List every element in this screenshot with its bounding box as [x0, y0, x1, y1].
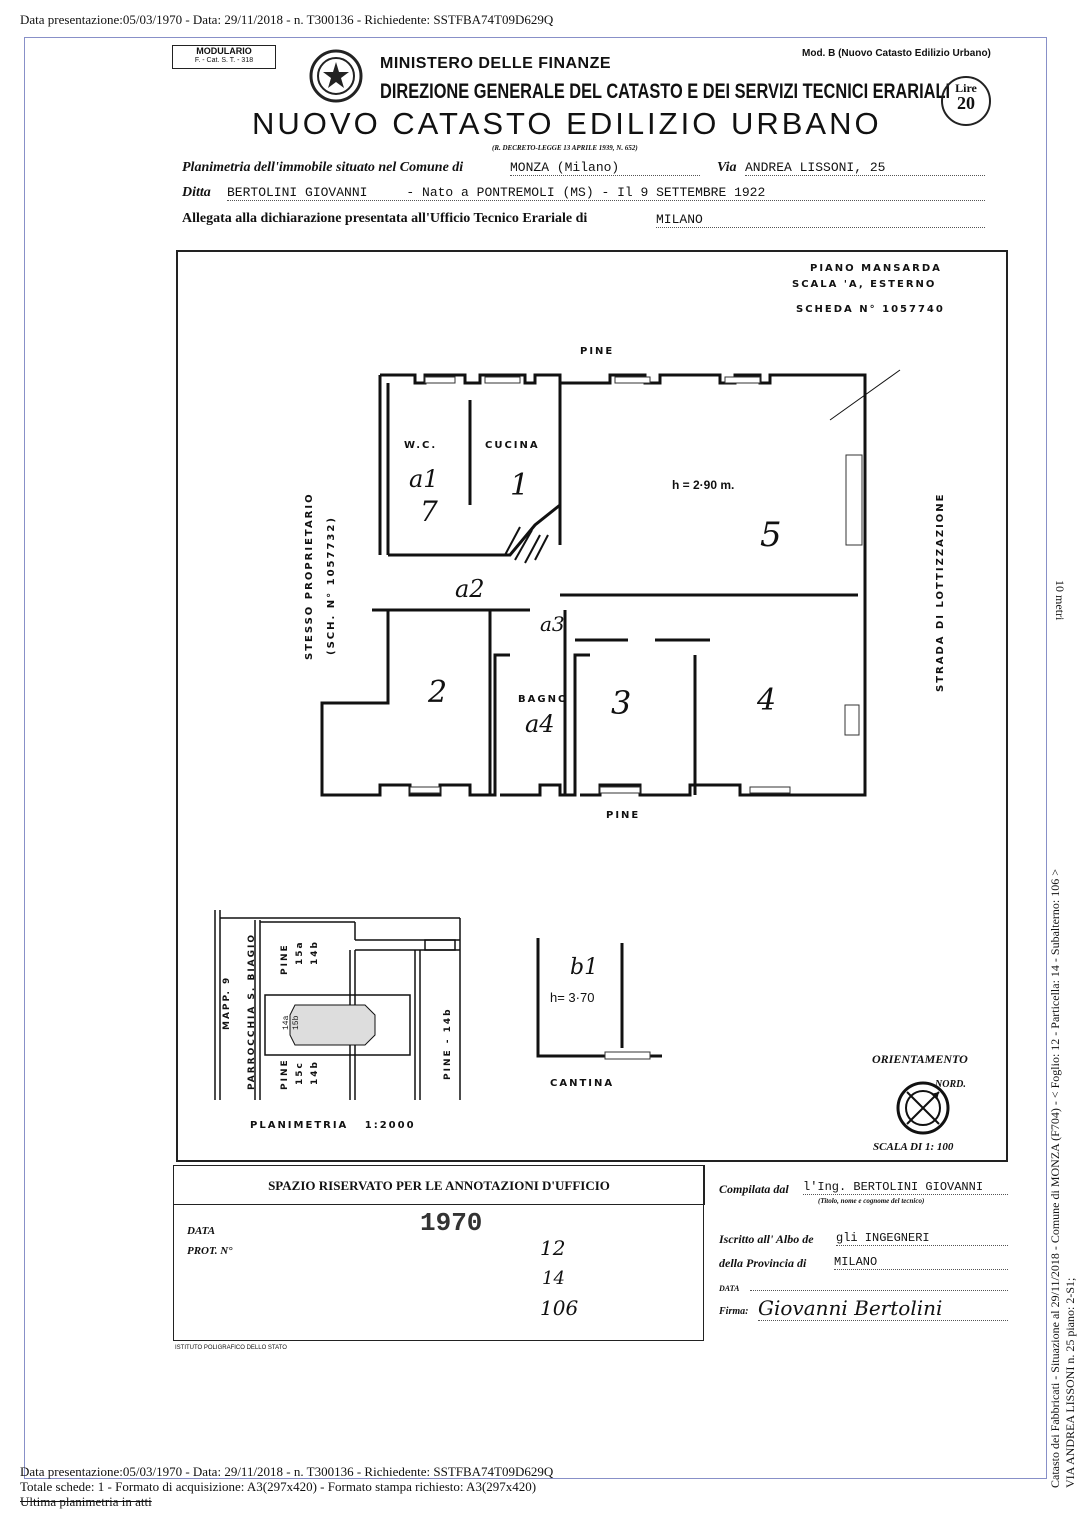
side-info-2: VIA ANDREA LISSONI n. 25 piano: 2-S1;	[1063, 1277, 1077, 1488]
room-a2-code: a2	[455, 575, 485, 603]
iscritto-field: gli INGEGNERI	[836, 1231, 1008, 1246]
left-side-1: STESSO PROPRIETARIO	[304, 492, 315, 660]
room-a3-code: a3	[540, 612, 565, 636]
site-pine1: PINE	[280, 943, 290, 975]
site-lot-1: 14a	[282, 1015, 291, 1030]
number-1: 12	[540, 1236, 566, 1260]
site-mapp: MAPP. 9	[222, 975, 232, 1030]
cantina-h: h= 3·70	[550, 990, 595, 1005]
ditta-field: BERTOLINI GIOVANNI - Nato a PONTREMOLI (MS) - Il 9 SETTEMBRE 1922	[227, 185, 985, 201]
room-cucina-num: 1	[510, 468, 530, 503]
iscritto-label: Iscritto all' Albo de	[719, 1232, 814, 1246]
nord-label: NORD.	[935, 1079, 966, 1090]
modulario-line2: F. - Cat. S. T. - 318	[194, 57, 254, 64]
site-parrocchia: PARROCCHIA S. BIAGIO	[247, 932, 257, 1090]
site-lot-2: 15b	[292, 1015, 301, 1030]
room-bagno-code: a4	[525, 710, 555, 738]
orientamento: ORIENTAMENTO	[872, 1052, 968, 1066]
stamp: 1970	[420, 1208, 483, 1238]
istituto: ISTITUTO POLIGRAFICO DELLO STATO	[175, 1345, 287, 1351]
site-pine1-num2: 14b	[310, 940, 320, 965]
room-wc-code: a1	[409, 465, 439, 493]
compilata-label: Compilata dal	[719, 1182, 789, 1196]
right-side: STRADA DI LOTTIZZAZIONE	[935, 492, 946, 692]
decreto: (R. DECRETO-LEGGE 13 APRILE 1939, N. 652)	[492, 144, 638, 152]
footer-line-2: Totale schede: 1 - Formato di acquisizione: A3(297x420) - Formato stampa richiesto: A3(297x420)	[20, 1479, 537, 1494]
data2-label: DATA	[719, 1284, 740, 1293]
emblem-icon	[306, 48, 366, 104]
plan-header-3: SCHEDA N° 1057740	[796, 304, 945, 315]
room-wc-num: 7	[420, 495, 438, 528]
comune-field: MONZA (Milano)	[510, 160, 700, 176]
main-title: NUOVO CATASTO EDILIZIO URBANO	[252, 106, 882, 141]
site-pine2: PINE	[280, 1058, 290, 1090]
provincia-field: MILANO	[834, 1255, 1008, 1270]
spazio-label: SPAZIO RISERVATO PER LE ANNOTAZIONI D'UFFICIO	[268, 1178, 610, 1193]
room-5-height: h = 2·90 m.	[672, 478, 735, 492]
left-side-2: (SCH. N° 1057732)	[326, 516, 337, 655]
provincia-label: della Provincia di	[719, 1256, 807, 1270]
pine-bottom: PINE	[606, 810, 641, 821]
room-3-num: 3	[611, 684, 632, 722]
footer-line-1: Data presentazione:05/03/1970 - Data: 29/11/2018 - n. T300136 - Richiedente: SSTFBA74T09D629Q	[20, 1464, 554, 1479]
plan-header-2: SCALA 'A, ESTERNO	[792, 279, 937, 290]
site-plan-label: PLANIMETRIA 1:2000	[250, 1120, 416, 1131]
compass-icon	[895, 1080, 951, 1136]
firma-label: Firma:	[719, 1306, 749, 1317]
planimetria-label: Planimetria dell'immobile situato nel Comune di	[182, 160, 464, 175]
titolo-note: (Titolo, nome e cognome del tecnico)	[818, 1197, 925, 1205]
direzione: DIREZIONE GENERALE DEL CATASTO E DEI SERVIZI TECNICI ERARIALI	[380, 80, 951, 103]
top-header: Data presentazione:05/03/1970 - Data: 29/11/2018 - n. T300136 - Richiedente: SSTFBA74T09D629Q	[20, 12, 554, 27]
footer-line-3: Ultima planimetria in atti	[20, 1494, 152, 1509]
number-3: 106	[540, 1296, 579, 1320]
room-2-num: 2	[428, 675, 448, 710]
lire-value: 20	[957, 93, 975, 113]
mod-b: Mod. B (Nuovo Catasto Edilizio Urbano)	[802, 48, 991, 59]
pine-top: PINE	[580, 346, 615, 357]
floor-plan	[310, 355, 910, 815]
data2-field	[750, 1290, 1008, 1291]
via-label: Via	[717, 160, 737, 175]
side-info-1: Catasto dei Fabbricati - Situazione al 29/11/2018 - Comune di MONZA (F704) - < Foglio: 12 - Particella: 14 - Subalterno: 106 >	[1048, 868, 1062, 1488]
room-cucina-label: CUCINA	[485, 440, 540, 451]
bottom-divider	[703, 1165, 704, 1340]
footer	[20, 1464, 553, 1509]
room-wc-label: W.C.	[404, 440, 438, 451]
ufficio-field: MILANO	[656, 212, 985, 228]
ministero: MINISTERO DELLE FINANZE	[380, 55, 612, 72]
site-pine1-num1: 15a	[295, 940, 305, 965]
plan-header-1: PIANO MANSARDA	[810, 263, 942, 274]
spazio-box	[173, 1165, 705, 1205]
bottom-left-line	[173, 1203, 174, 1340]
modulario-box	[172, 45, 276, 69]
data-label: DATA	[187, 1225, 216, 1237]
cantina-code: b1	[570, 955, 599, 980]
room-bagno-label: BAGNO	[518, 694, 569, 705]
bottom-baseline	[173, 1340, 704, 1341]
site-pine2-num2: 14b	[310, 1060, 320, 1085]
ditta-label: Ditta	[182, 185, 211, 200]
via-field: ANDREA LISSONI, 25	[745, 160, 985, 176]
allegata-label: Allegata alla dichiarazione presentata all'Ufficio Tecnico Erariale di	[182, 211, 588, 226]
number-2: 14	[542, 1268, 565, 1289]
site-plan	[205, 910, 475, 1110]
scala-label: SCALA DI 1: 100	[873, 1141, 954, 1153]
compilata-field: l'Ing. BERTOLINI GIOVANNI	[803, 1180, 1008, 1195]
firma-signature: Giovanni Bertolini	[758, 1296, 1008, 1321]
site-pine3: PINE - 14b	[443, 1007, 453, 1080]
modulario-line1: MODULARIO	[196, 46, 252, 56]
lire-badge	[941, 76, 991, 126]
side-scale: 10 metri	[1053, 580, 1067, 621]
cantina-label: CANTINA	[550, 1078, 615, 1089]
room-4-num: 4	[757, 683, 777, 718]
room-5-num: 5	[760, 515, 782, 555]
site-pine2-num1: 15c	[295, 1061, 305, 1085]
lire-label: Lire	[955, 81, 977, 95]
prot-label: PROT. N°	[187, 1245, 233, 1257]
